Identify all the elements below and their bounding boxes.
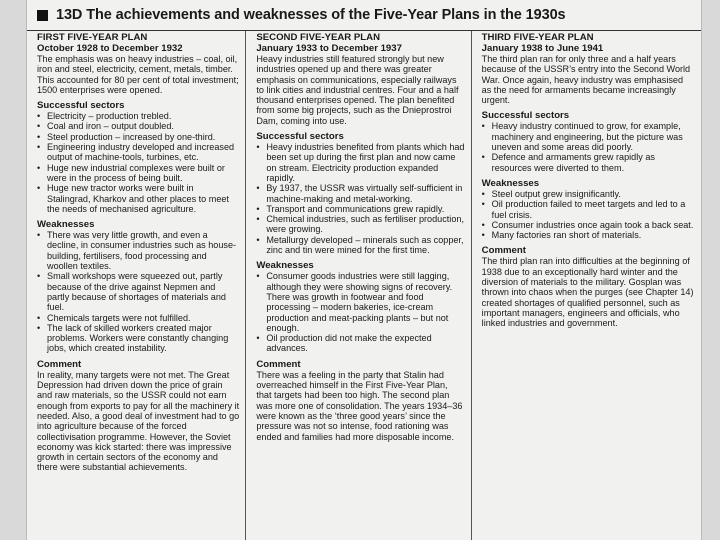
- plan-dates: January 1933 to December 1937: [256, 42, 402, 54]
- weaknesses-label: Weaknesses: [37, 219, 95, 231]
- list-item: • Oil production did not make the expected advances.: [256, 333, 464, 354]
- plan-dates: October 1928 to December 1932: [37, 42, 183, 54]
- list-item: • Chemicals targets were not fulfilled.: [37, 313, 239, 323]
- comment-label: Comment: [256, 358, 301, 370]
- list-item: • Consumer goods industries were still lagging, although they were showing signs of recovery. There was growth in footwear and food processing – modern bakeries, ice-cream production and meat-packing plants – but not enough.: [256, 271, 464, 333]
- weaknesses-label: Weaknesses: [256, 260, 314, 272]
- successful-sectors-label: Successful sectors: [481, 110, 570, 122]
- column-third-plan: [471, 31, 701, 540]
- plan-heading: THIRD FIVE-YEAR PLAN: [481, 32, 594, 43]
- successful-sectors-list: [256, 142, 464, 255]
- list-item: • Coal and iron – output doubled.: [37, 121, 239, 131]
- list-item: • Heavy industries benefited from plants which had been set up during the first plan and now came on stream. Electricity production expanded rapidly.: [256, 142, 464, 183]
- table-header: [27, 0, 701, 31]
- plan-intro: Heavy industries still featured strongly but new industries opened up and there was greater emphasis on communications, especially railways to link cities and industrial centres. Four and a half thousand enterprises opened. The plan benefited from some big projects, such as the Dnieprostroi Dam, coming into use.: [256, 54, 459, 126]
- list-item: • Metallurgy developed – minerals such as copper, zinc and tin were mined for the first time.: [256, 235, 464, 256]
- list-item: • Consumer industries once again took a back seat.: [482, 220, 695, 230]
- list-item: • By 1937, the USSR was virtually self-sufficient in machine-making and metal-working.: [256, 183, 464, 204]
- table-title: 13D The achievements and weaknesses of the Five-Year Plans in the 1930s: [56, 7, 566, 23]
- plan-heading: SECOND FIVE-YEAR PLAN: [256, 32, 381, 43]
- list-item: • There was very little growth, and even a decline, in consumer industries such as house-building, fertilisers, food processing and woollen textiles.: [37, 230, 239, 271]
- successful-sectors-list: [482, 121, 695, 172]
- successful-sectors-label: Successful sectors: [256, 131, 344, 143]
- list-item: • Heavy industry continued to grow, for example, machinery and engineering, but the picture was uneven and some areas did poorly.: [482, 121, 695, 152]
- plan-dates: January 1938 to June 1941: [481, 42, 604, 54]
- list-item: • Engineering industry developed and increased output of machine-tools, turbines, etc.: [37, 142, 239, 163]
- comment-label: Comment: [481, 245, 526, 257]
- list-item: • The lack of skilled workers created major problems. Workers were constantly changing jobs, which created instability.: [37, 323, 239, 354]
- weaknesses-list: [256, 271, 464, 353]
- comment-text: The third plan ran into difficulties at the beginning of 1938 due to an exceptionally hard winter and the diversion of materials to the military. Gosplan was thrown into chaos when the purges (see Chapter 14) created shortages of qualified personnel, such as important managers, engineers and officials, who linked industries and government.: [481, 256, 694, 329]
- list-item: • Small workshops were squeezed out, partly because of the drive against Nepmen and partly because of shortages of materials and fuel.: [37, 271, 239, 312]
- square-bullet-icon: [37, 10, 48, 21]
- list-item: • Steel output grew insignificantly.: [482, 189, 695, 199]
- weaknesses-list: [482, 189, 695, 240]
- plan-intro: The third plan ran for only three and a half years because of the USSR’s entry into the Second World War. Once again, heavy industry was emphasised as the need for armaments became increasingly urgent.: [481, 54, 691, 106]
- successful-sectors-label: Successful sectors: [37, 100, 125, 112]
- plan-heading: FIRST FIVE-YEAR PLAN: [37, 32, 148, 43]
- list-item: • Electricity – production trebled.: [37, 111, 239, 121]
- column-second-plan: [245, 31, 470, 540]
- weaknesses-list: [37, 230, 239, 354]
- plan-intro: The emphasis was on heavy industries – coal, oil, iron and steel, electricity, cement, metals, timber. This accounted for 80 per cent of total investment; 1500 enterprises were opened.: [37, 54, 239, 95]
- list-item: • Defence and armaments grew rapidly as resources were diverted to them.: [482, 152, 695, 173]
- list-item: • Many factories ran short of materials.: [482, 230, 695, 240]
- textbook-page: [26, 0, 702, 540]
- list-item: • Chemical industries, such as fertiliser production, were growing.: [256, 214, 464, 235]
- column-first-plan: [27, 31, 245, 540]
- list-item: • Oil production failed to meet targets and led to a fuel crisis.: [482, 199, 695, 220]
- comment-text: There was a feeling in the party that Stalin had overreached himself in the First Five-Year Plan, that targets had been too high. The second plan was more one of consolidation. The years 1934–36 were known as the ‘three good years’ since the pressure was not so intense, food rationing was ended and families had more disposable income.: [256, 369, 463, 442]
- comment-label: Comment: [37, 358, 82, 370]
- list-item: • Huge new industrial complexes were built or were in the process of being built.: [37, 163, 239, 184]
- successful-sectors-list: [37, 111, 239, 214]
- weaknesses-label: Weaknesses: [481, 177, 540, 189]
- list-item: • Huge new tractor works were built in Stalingrad, Kharkov and other places to meet the needs of mechanised agriculture.: [37, 183, 239, 214]
- list-item: • Steel production – increased by one-third.: [37, 132, 239, 142]
- comment-text: In reality, many targets were not met. The Great Depression had driven down the price of grain and raw materials, so the USSR could not earn enough from exports to pay for all the machinery it needed. Also, a good deal of investment had to go into agriculture because of the forced collectivisation programme. However, the Soviet economy was kick started: there was impressive growth in certain sectors of the economy and there were substantial achievements.: [37, 369, 240, 473]
- plans-table: [27, 31, 701, 540]
- list-item: • Transport and communications grew rapidly.: [256, 204, 464, 214]
